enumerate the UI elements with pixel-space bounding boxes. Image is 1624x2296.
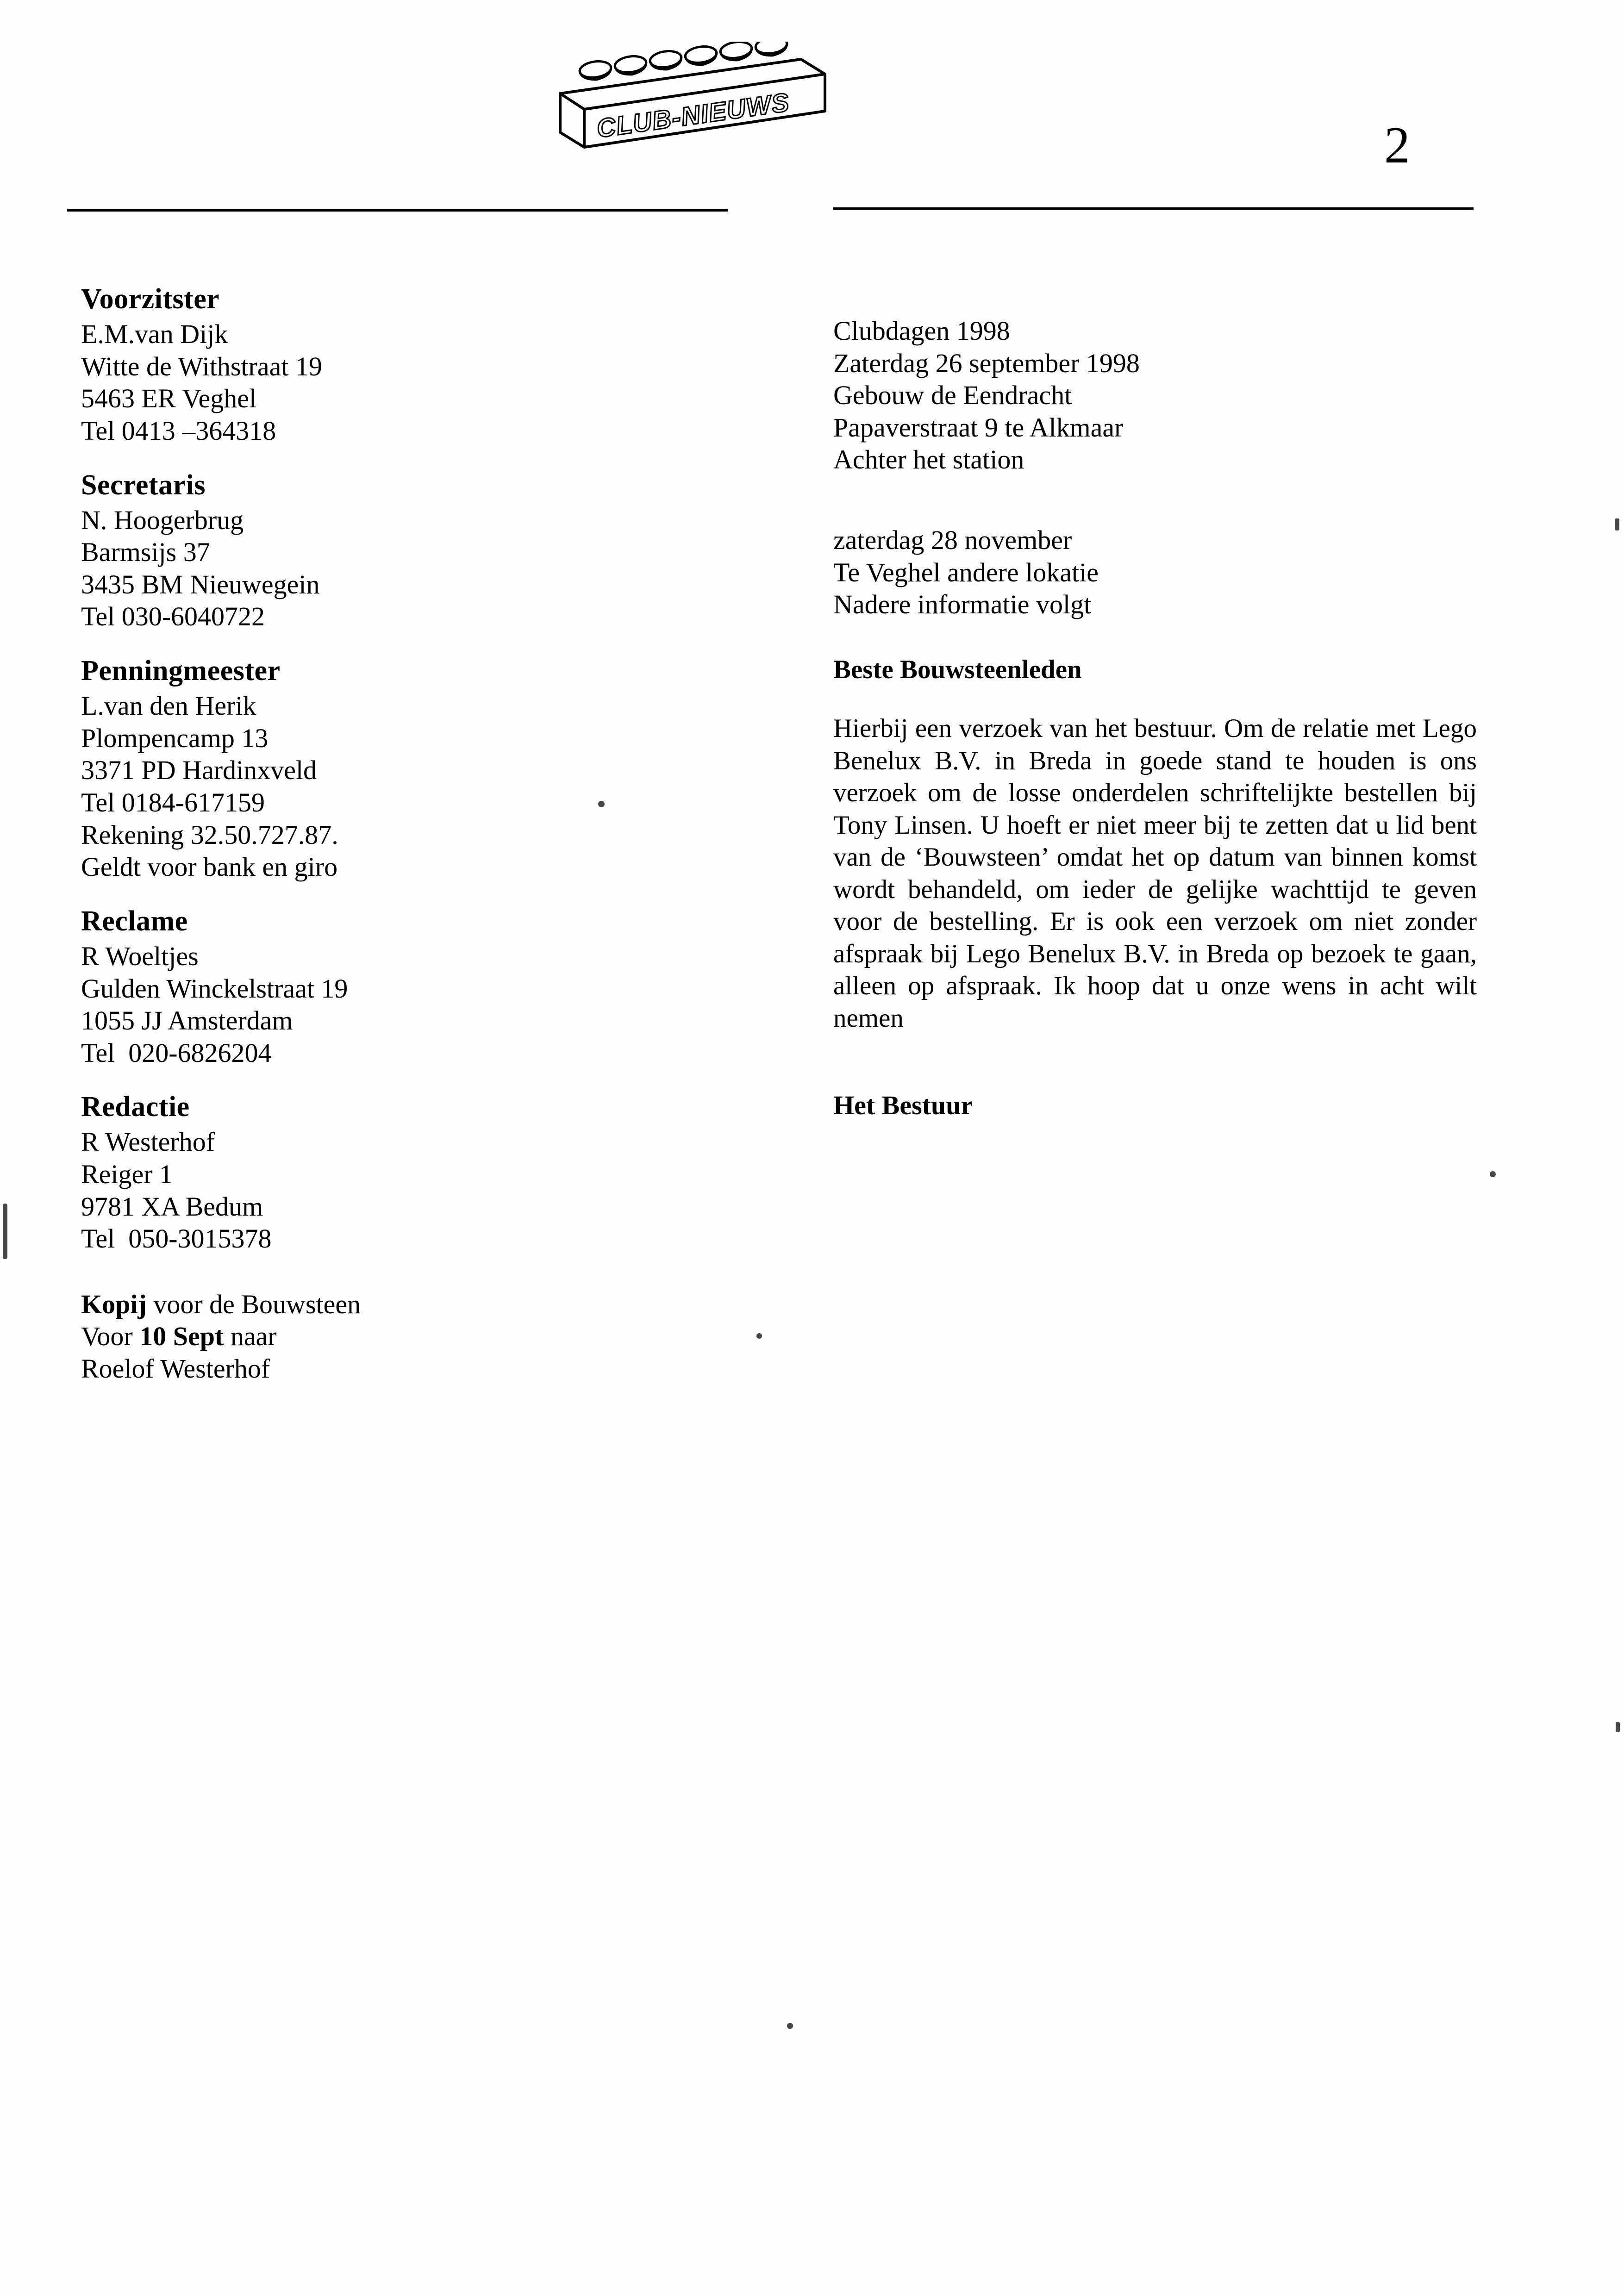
contact-block-redactie — [81, 1090, 720, 1255]
contact-line: Gulden Winckelstraat 19 — [81, 973, 348, 1004]
contact-line: Tel 0184-617159 — [81, 787, 265, 817]
clubdagen-line: Gebouw de Eendracht — [833, 380, 1072, 411]
contact-line: 5463 ER Veghel — [81, 383, 257, 414]
contact-line: Rekening 32.50.727.87. — [81, 819, 338, 850]
kopij-post: naar — [224, 1321, 277, 1352]
kopij-line-1 — [81, 1288, 720, 1321]
spacer — [833, 686, 1477, 712]
contact-block-penningmeester — [81, 654, 720, 883]
signoff: Het Bestuur — [833, 1090, 973, 1121]
clubdagen-line: Nadere informatie volgt — [833, 589, 1092, 620]
scan-speck — [787, 2023, 793, 2029]
contact-heading: Reclame — [81, 905, 188, 937]
kopij-deadline: 10 Sept — [139, 1321, 224, 1352]
kopij-line-3: Roelof Westerhof — [81, 1354, 270, 1384]
clubdagen-block — [833, 315, 1477, 476]
contact-line: Witte de Withstraat 19 — [81, 351, 322, 381]
contact-line: 3435 BM Nieuwegein — [81, 569, 320, 599]
spacer — [833, 642, 1477, 654]
scan-speck — [1490, 1171, 1496, 1177]
contact-line: N. Hoogerbrug — [81, 505, 244, 535]
scan-speck — [598, 801, 605, 807]
divider-right — [833, 207, 1474, 210]
kopij-rest: voor de Bouwsteen — [146, 1289, 361, 1319]
contact-heading: Secretaris — [81, 469, 206, 501]
left-column — [81, 282, 720, 1406]
scan-speck — [1615, 518, 1619, 530]
scan-speck — [1616, 1722, 1620, 1732]
contact-block-voorzitster — [81, 282, 720, 447]
divider-left — [67, 209, 728, 212]
contact-line: Tel 0413 –364318 — [81, 415, 276, 446]
clubdagen-line: Achter het station — [833, 444, 1024, 475]
contact-line: Barmsijs 37 — [81, 537, 210, 568]
contact-block-reclame — [81, 905, 720, 1069]
contact-heading: Voorzitster — [81, 283, 220, 315]
scan-speck — [3, 1204, 7, 1259]
kopij-line-2 — [81, 1320, 720, 1353]
contact-line: 9781 XA Bedum — [81, 1191, 263, 1222]
page-number: 2 — [1384, 117, 1410, 174]
contact-line: Plompencamp 13 — [81, 723, 269, 753]
masthead — [0, 0, 1624, 222]
clubdagen-line: Clubdagen 1998 — [833, 316, 1010, 346]
right-column — [833, 315, 1477, 1121]
contact-block-secretaris — [81, 468, 720, 633]
salutation: Beste Bouwsteenleden — [833, 655, 1082, 684]
spacer — [833, 497, 1477, 524]
contact-line: L.van den Herik — [81, 691, 256, 721]
kopij-pre: Voor — [81, 1321, 140, 1352]
contact-line: R Woeltjes — [81, 941, 199, 971]
scan-speck — [756, 1333, 762, 1339]
contact-heading: Redactie — [81, 1091, 190, 1123]
clubdagen-line: Papaverstraat 9 te Alkmaar — [833, 412, 1124, 443]
kopij-note — [81, 1288, 720, 1385]
contact-line: 1055 JJ Amsterdam — [81, 1005, 293, 1036]
contact-heading: Penningmeester — [81, 655, 281, 687]
contact-line: 3371 PD Hardinxveld — [81, 755, 317, 786]
letter-body: Hierbij een verzoek van het bestuur. Om de relatie met Lego Benelux B.V. in Breda in goede stand te houden is ons verzoek om de losse onderdelen schriftelijkte bestellen bij Tony Linsen. U hoeft er niet meer bij te zetten dat u lid bent van de ‘Bouwsteen’ omdat het op datum van binnen komst wordt behandeld, om ieder de gelijke wachttijd te geven voor de bestelling. Er is ook een verzoek om niet zonder afspraak bij Lego Benelux B.V. in Breda op bezoek te gaan, alleen op afspraak. Ik hoop dat u onze wens in acht wilt nemen — [833, 714, 1477, 1033]
contact-line: Tel 050-3015378 — [81, 1223, 272, 1254]
contact-line: R Westerhof — [81, 1127, 215, 1157]
contact-line: E.M.van Dijk — [81, 319, 228, 349]
clubdagen-line: Zaterdag 26 september 1998 — [833, 348, 1140, 378]
contact-line: Tel 020-6826204 — [81, 1037, 272, 1068]
contact-line: Reiger 1 — [81, 1159, 173, 1190]
spacer — [81, 1276, 720, 1288]
clubdagen-line: zaterdag 28 november — [833, 524, 1072, 555]
kopij-bold-word: Kopij — [81, 1289, 147, 1319]
clubdagen-block-2 — [833, 524, 1477, 621]
contact-line: Geldt voor bank en giro — [81, 852, 338, 882]
contact-line: Tel 030-6040722 — [81, 601, 265, 632]
club-nieuws-brick-logo — [542, 42, 977, 167]
clubdagen-line: Te Veghel andere lokatie — [833, 557, 1099, 587]
masthead-title-text: CLUB-NIEUWS — [594, 87, 792, 144]
